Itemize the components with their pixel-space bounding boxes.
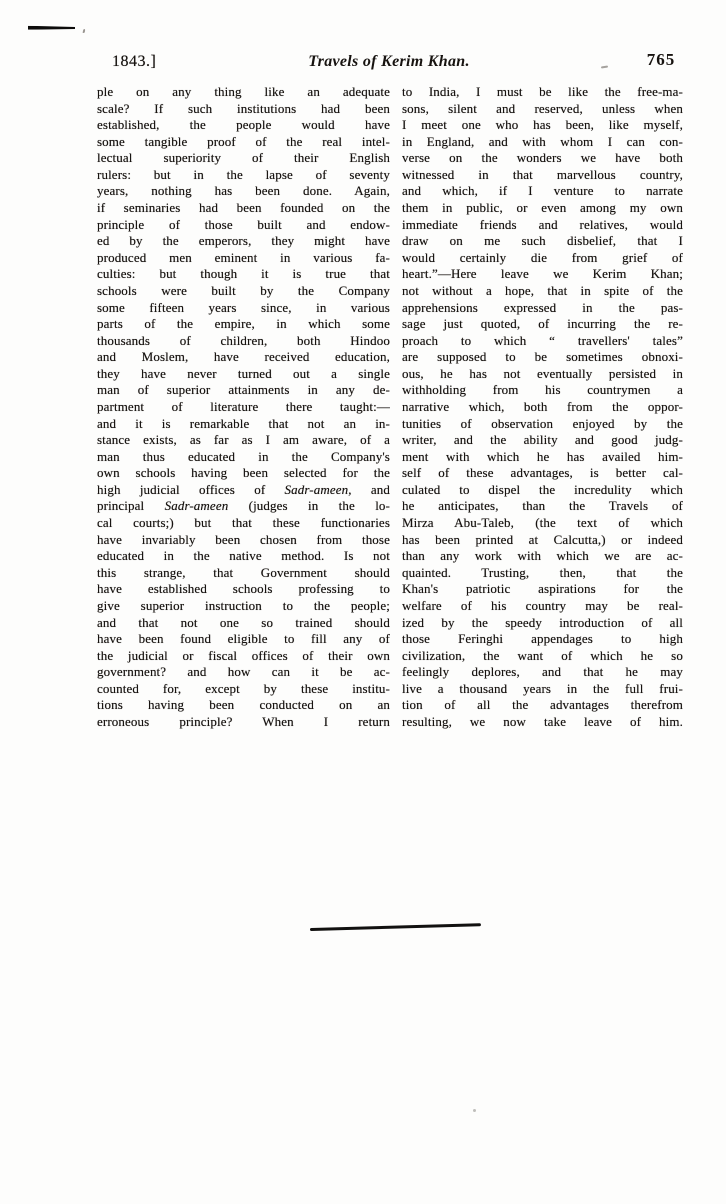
text-line: feelingly deplores, and that he may [402, 664, 683, 680]
text-line: years, nothing has been done. Again, [97, 183, 390, 199]
text-line: educated in the native method. Is not [97, 548, 390, 564]
text-line: ment with which he has availed him- [402, 448, 683, 464]
text-line: ed by the emperors, they might have [97, 233, 390, 249]
text-line: man thus educated in the Company's [97, 448, 390, 464]
text-line: resulting, we now take leave of him. [402, 713, 683, 729]
text-line: sage just quoted, of incurring the re- [402, 316, 683, 332]
text-line: produced men eminent in various fa- [97, 249, 390, 265]
text-line: proach to which “ travellers' tales” [402, 332, 683, 348]
header-page-number: 765 [646, 50, 676, 69]
text-line: have been found eligible to fill any of [97, 631, 390, 647]
text-line: withholding from his countrymen a [402, 382, 683, 398]
text-line: heart.”—Here leave we Kerim Khan; [402, 266, 683, 282]
text-line: culated to dispel the incredulity which [402, 481, 683, 497]
text-line: sons, silent and reserved, unless when [402, 100, 683, 116]
text-line: and that not one so trained should [97, 614, 390, 630]
text-line: quainted. Trusting, then, that the [402, 564, 683, 580]
text-line: narrative which, both from the oppor- [402, 398, 683, 414]
column-right [402, 84, 683, 731]
text-line: he anticipates, than the Travels of [402, 498, 683, 514]
text-line: those Feringhi appendages to high [402, 631, 683, 647]
text-line: rulers: but in the lapse of seventy [97, 166, 390, 182]
text-line: give superior instruction to the people; [97, 597, 390, 613]
text-line: this strange, that Government should [97, 564, 390, 580]
separator-rule [310, 923, 481, 931]
text-line: man of superior attainments in any de- [97, 382, 390, 398]
text-line: government? and how can it be ac- [97, 664, 390, 680]
text-line: welfare of his country may be real- [402, 597, 683, 613]
text-line: verse on the wonders we have both [402, 150, 683, 166]
text-line: would certainly die from grief of [402, 249, 683, 265]
text-line: erroneous principle? When I return [97, 713, 390, 729]
top-ink-mark [28, 26, 75, 30]
text-line: scale? If such institutions had been [97, 100, 390, 116]
text-line: lectual superiority of their English [97, 150, 390, 166]
text-line: draw on me such disbelief, that I [402, 233, 683, 249]
text-line: are supposed to be sometimes obnoxi- [402, 349, 683, 365]
text-line: in England, and with whom I can con- [402, 133, 683, 149]
text-line: Mirza Abu-Taleb, (the text of which [402, 515, 683, 531]
text-line: partment of literature there taught:— [97, 398, 390, 414]
text-line: principle of those built and endow- [97, 216, 390, 232]
text-line: and Moslem, have received education, [97, 349, 390, 365]
text-line: own schools having been selected for the [97, 465, 390, 481]
text-line: have invariably been chosen from those [97, 531, 390, 547]
text-line: to India, I must be like the free-ma- [402, 84, 683, 99]
text-line: thousands of children, both Hindoo [97, 332, 390, 348]
text-line: culties: but though it is true that [97, 266, 390, 282]
text-line: ous, he has not eventually persisted in [402, 365, 683, 381]
header-title: Travels of Kerim Khan. [308, 53, 470, 70]
text-line: the judicial or fiscal offices of their own [97, 647, 390, 663]
text-line: have established schools professing to [97, 581, 390, 597]
column-left [97, 84, 390, 731]
text-line: immediate friends and relatives, would [402, 216, 683, 232]
text-line: than any work with which we are ac- [402, 548, 683, 564]
text-line: established, the people would have [97, 117, 390, 133]
text-line: stance exists, as far as I am aware, of a [97, 432, 390, 448]
text-line: them in public, or even among my own [402, 200, 683, 216]
ink-speck-bottom [473, 1109, 476, 1112]
text-line: schools were built by the Company [97, 282, 390, 298]
text-line: witnessed in that marvellous country, [402, 166, 683, 182]
text-line: ple on any thing like an adequate [97, 84, 390, 99]
text-line: they have never turned out a single [97, 365, 390, 381]
text-line: Khan's patriotic aspirations for the [402, 581, 683, 597]
text-line: if seminaries had been founded on the [97, 200, 390, 216]
text-line: some tangible proof of the real intel- [97, 133, 390, 149]
text-line: civilization, the want of which he so [402, 647, 683, 663]
text-line: apprehensions expressed in the pas- [402, 299, 683, 315]
text-line: not without a hope, that in spite of the [402, 282, 683, 298]
text-line: tion of all the advantages therefrom [402, 697, 683, 713]
text-line: I meet one who has been, like myself, [402, 117, 683, 133]
text-line: tunities of observation enjoyed by the [402, 415, 683, 431]
text-line: cal courts;) but that these functionaries [97, 515, 390, 531]
text-line: high judicial offices of Sadr-ameen, and [97, 481, 390, 497]
text-line: some fifteen years since, in various [97, 299, 390, 315]
text-line: writer, and the ability and good judg- [402, 432, 683, 448]
text-line: principal Sadr-ameen (judges in the lo- [97, 498, 390, 514]
header-year: 1843.] [112, 53, 157, 70]
scan-smudge [601, 66, 608, 69]
text-line: and which, if I venture to narrate [402, 183, 683, 199]
text-line: self of these advantages, is better cal- [402, 465, 683, 481]
text-line: live a thousand years in the full frui- [402, 680, 683, 696]
text-line: parts of the empire, in which some [97, 316, 390, 332]
text-line: tions having been conducted on an [97, 697, 390, 713]
text-line: ized by the speedy introduction of all [402, 614, 683, 630]
text-line: counted for, except by these institu- [97, 680, 390, 696]
text-line: has been printed at Calcutta,) or indeed [402, 531, 683, 547]
ink-speck-top [83, 29, 86, 33]
text-line: and it is remarkable that not an in- [97, 415, 390, 431]
